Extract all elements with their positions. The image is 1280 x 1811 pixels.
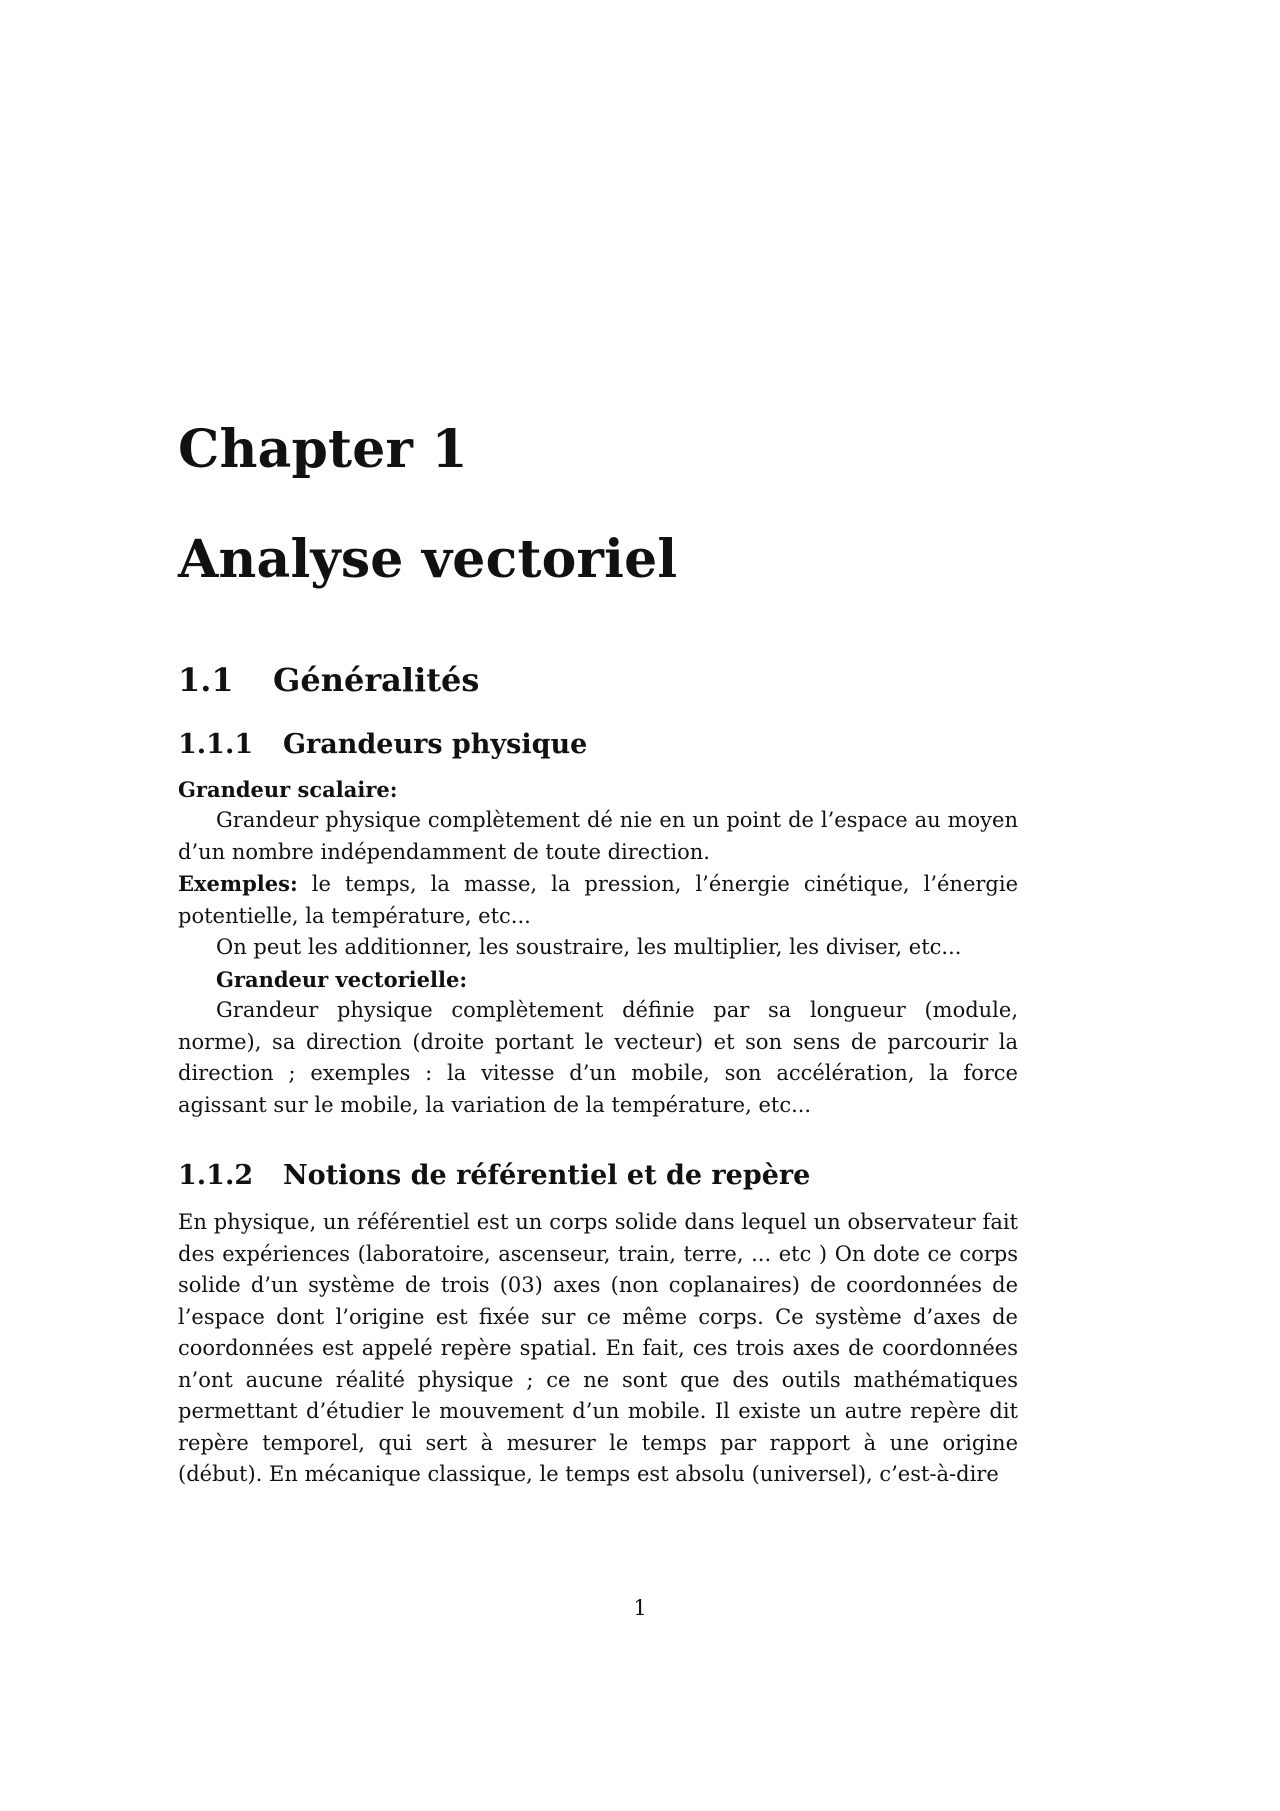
page-content bbox=[178, 420, 1018, 1491]
subsection-title: Notions de référentiel et de repère bbox=[283, 1160, 811, 1191]
examples-paragraph bbox=[178, 868, 1018, 932]
subsection-number: 1.1.1 bbox=[178, 729, 254, 760]
scalar-paragraph: Grandeur physique complètement dé nie en un point de l’espace au moyen d’un nombre indépendamment de toute direction. bbox=[178, 808, 1018, 864]
scalar-heading: Grandeur scalaire: bbox=[178, 777, 398, 802]
chapter-label: Chapter 1 bbox=[178, 419, 468, 480]
page-number: 1 bbox=[633, 1596, 647, 1620]
examples-text: le temps, la masse, la pression, l’énergie cinétique, l’énergie potentielle, la température, etc... bbox=[178, 872, 1018, 928]
vector-heading: Grandeur vectorielle: bbox=[216, 966, 468, 992]
referential-paragraph: En physique, un référentiel est un corps solide dans lequel un observateur fait des expériences (laboratoire, ascenseur, train, terre, ... etc ) On dote ce corps solide d’un système de trois (03) axes (non coplanaires) de coordonnées de l’espace dont l’origine est fixée sur ce même corps. Ce système d’axes de coordonnées est appelé repère spatial. En fait, ces trois axes de coordonnées n’ont aucune réalité physique ; ce ne sont que des outils mathématiques permettant d’étudier le mouvement d’un mobile. Il existe un autre repère dit repère temporel, qui sert à mesurer le temps par rapport à une origine (début). En mécanique classique, le temps est absolu (universel), c’est-à-dire bbox=[178, 1210, 1018, 1486]
examples-label: Exemples: bbox=[178, 871, 298, 896]
section-title: Généralités bbox=[273, 661, 480, 699]
vector-paragraph: Grandeur physique complètement définie par sa longueur (module, norme), sa direction (droite portant le vecteur) et son sens de parcourir la direction ; exemples : la vitesse d’un mobile, son accélération, la force agissant sur le mobile, la variation de la température, etc... bbox=[178, 998, 1018, 1117]
subsection-number: 1.1.2 bbox=[178, 1160, 254, 1191]
section-heading-1-1 bbox=[178, 660, 1018, 700]
operations-paragraph: On peut les additionner, les soustraire, les multiplier, les diviser, etc... bbox=[216, 935, 962, 959]
subsection-heading-1-1-2 bbox=[178, 1159, 1018, 1193]
section-number: 1.1 bbox=[178, 661, 234, 699]
subsection-title: Grandeurs physique bbox=[283, 729, 588, 760]
subsection-heading-1-1-1 bbox=[178, 728, 1018, 762]
chapter-title: Analyse vectoriel bbox=[178, 529, 678, 590]
